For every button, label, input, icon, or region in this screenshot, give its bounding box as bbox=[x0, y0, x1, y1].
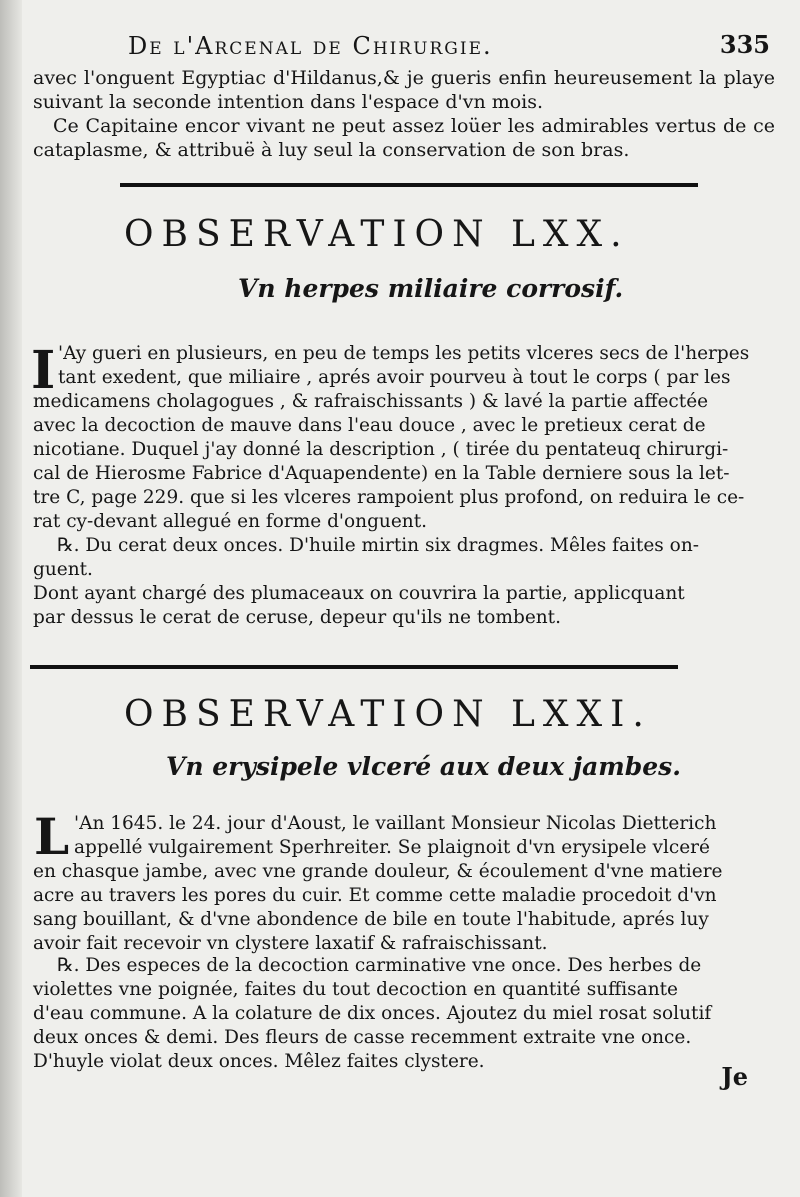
text-line: 'Ay gueri en plusieurs, en peu de temps les petits vlceres secs de l'herpes bbox=[58, 343, 750, 364]
text-line: par dessus le cerat de ceruse, depeur qu'ils ne tombent. bbox=[33, 607, 561, 628]
intro-paragraph-1 bbox=[33, 66, 775, 114]
obs70-paragraph-2 bbox=[33, 534, 699, 582]
text-line: tre C, page 229. que si les vlceres rampoient plus profond, on reduira le ce- bbox=[33, 487, 745, 508]
text-line: ℞. Des especes de la decoction carminative vne once. Des herbes de bbox=[57, 955, 702, 976]
obs71-paragraph-1 bbox=[74, 812, 717, 860]
text-line: 'An 1645. le 24. jour d'Aoust, le vaillant Monsieur Nicolas Dietterich bbox=[74, 813, 717, 834]
text-line: rat cy-devant allegué en forme d'onguent. bbox=[33, 511, 428, 532]
text-line: tant exedent, que miliaire , aprés avoir pourveu à tout le corps ( par les bbox=[58, 367, 731, 388]
text-line: medicamens cholagogues , & rafraischissants ) & lavé la partie affectée bbox=[33, 391, 709, 412]
page-header bbox=[120, 28, 770, 62]
text-line: appellé vulgairement Sperhreiter. Se plaignoit d'vn erysipele vlceré bbox=[74, 837, 710, 858]
drop-cap: I bbox=[31, 340, 56, 401]
text-line: cal de Hierosme Fabrice d'Aquapendente) en la Table derniere sous la let- bbox=[33, 463, 730, 484]
obs70-paragraph-3 bbox=[33, 582, 685, 630]
text-line: sang bouillant, & d'vne abondence de bile en toute l'habitude, aprés luy bbox=[33, 909, 709, 930]
text-line: D'huyle violat deux onces. Mêlez faites clystere. bbox=[33, 1051, 485, 1072]
text-line: ℞. Du cerat deux onces. D'huile mirtin six dragmes. Mêles faites on- bbox=[57, 535, 699, 556]
text-line: avec l'onguent Egyptiac d'Hildanus,& je gueris enfin heureusement la playe bbox=[33, 67, 775, 89]
observation-subtitle: Vn erysipele vlceré aux deux jambes. bbox=[166, 752, 681, 781]
observation-heading: OBSERVATION LXXI. bbox=[124, 694, 652, 735]
text-line: cataplasme, & attribuë à luy seul la conservation de son bras. bbox=[33, 139, 630, 161]
observation-subtitle: Vn herpes miliaire corrosif. bbox=[238, 274, 624, 303]
catchword: Je bbox=[721, 1062, 748, 1091]
obs70-paragraph-1-cont bbox=[33, 390, 745, 534]
text-line: avoir fait recevoir vn clystere laxatif & rafraischissant. bbox=[33, 933, 548, 954]
page-number: 335 bbox=[719, 30, 770, 59]
drop-cap: L bbox=[34, 807, 70, 866]
text-line: violettes vne poignée, faites du tout decoction en quantité suffisante bbox=[33, 979, 678, 1000]
section-rule bbox=[30, 665, 678, 669]
obs70-paragraph-1 bbox=[58, 342, 750, 390]
text-line: Dont ayant chargé des plumaceaux on couvrira la partie, applicquant bbox=[33, 583, 685, 604]
running-head: De l'Arcenal de Chirurgie. bbox=[128, 32, 493, 60]
obs71-paragraph-2 bbox=[33, 954, 712, 1074]
text-line: en chasque jambe, avec vne grande douleur, & écoulement d'vne matiere bbox=[33, 861, 723, 882]
obs71-paragraph-1-cont bbox=[33, 860, 723, 956]
text-line: guent. bbox=[33, 559, 93, 580]
text-line: suivant la seconde intention dans l'espace d'vn mois. bbox=[33, 91, 544, 113]
intro-paragraph-2 bbox=[33, 114, 775, 162]
text-line: d'eau commune. A la colature de dix onces. Ajoutez du miel rosat solutif bbox=[33, 1003, 712, 1024]
text-line: avec la decoction de mauve dans l'eau douce , avec le pretieux cerat de bbox=[33, 415, 706, 436]
text-line: acre au travers les pores du cuir. Et comme cette maladie procedoit d'vn bbox=[33, 885, 717, 906]
section-rule bbox=[120, 183, 698, 187]
observation-heading: OBSERVATION LXX. bbox=[124, 214, 630, 255]
text-line: Ce Capitaine encor vivant ne peut assez loüer les admirables vertus de ce bbox=[53, 115, 775, 137]
text-line: deux onces & demi. Des fleurs de casse recemment extraite vne once. bbox=[33, 1027, 692, 1048]
page-gutter-shadow bbox=[0, 0, 22, 1197]
text-line: nicotiane. Duquel j'ay donné la description , ( tirée du pentateuq chirurgi- bbox=[33, 439, 729, 460]
